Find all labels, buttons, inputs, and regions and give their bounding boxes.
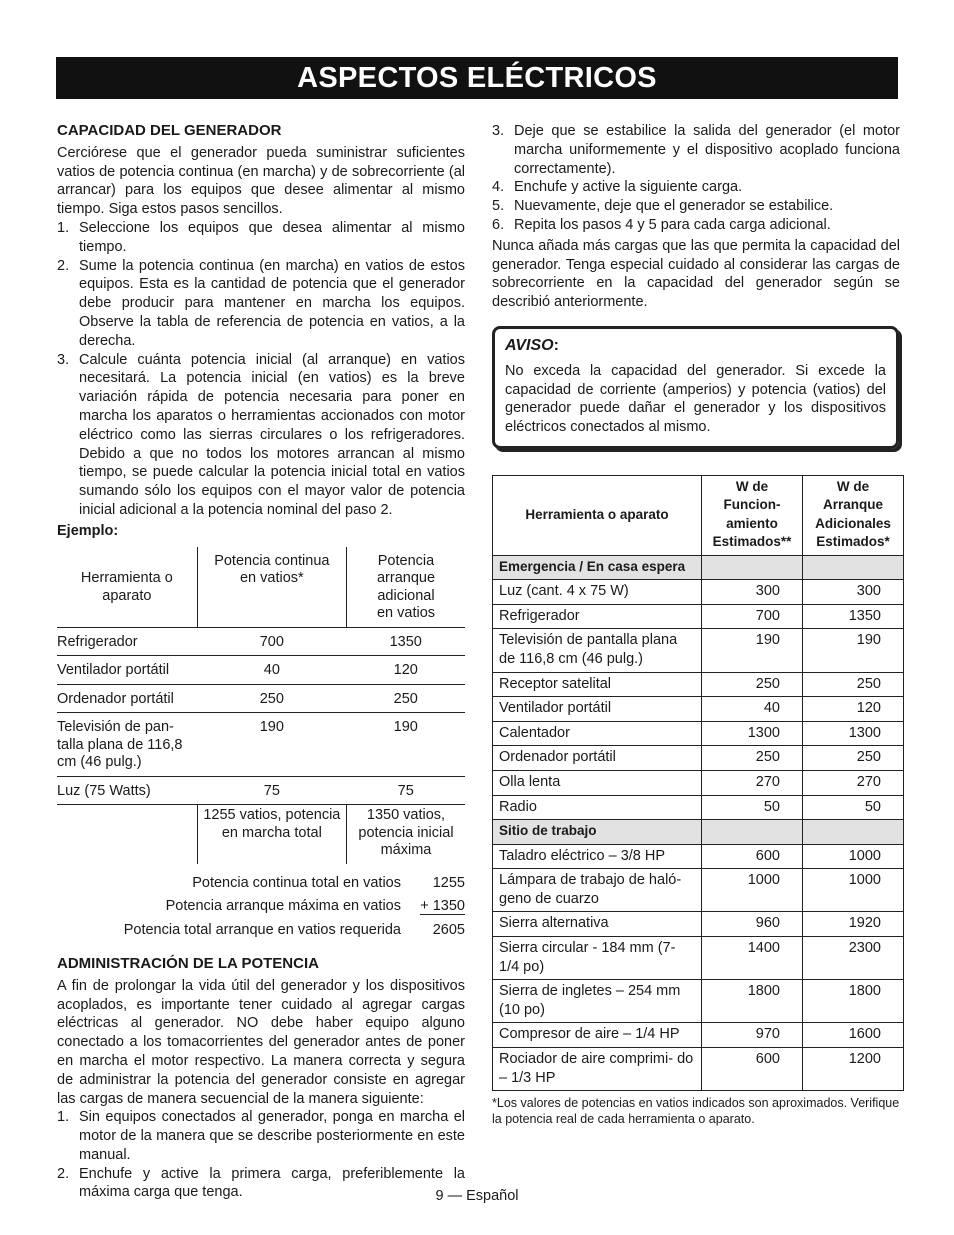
warning-text: No exceda la capacidad del generador. Si excede la capacidad de corriente (amperios) y potencia (vatios) del generador puede dañar el generador y los dispositivos eléctricos conectados al mismo. <box>505 362 886 436</box>
footnote: *Los valores de potencias en vatios indicados son aproximados. Verifique la potencia real de cada herramienta o aparato. <box>492 1096 900 1126</box>
list-item: 3. Calcule cuánta potencia inicial (al arranque) en vatios necesitará. La potencia inicial (en vatios) es la breve variación rápida de potencia necesaria para poner en marcha los aparatos o herramientas accionados con motor eléctrico como las sierras circulares o los refrigeradores. Debido a que no todos los motores arrancan al mismo tiempo, se puede calcular la potencia inicial total en vatios sumando sólo los equipos con el mayor valor de potencia inicial adicional a la potencia nominal del paso 2. <box>57 351 465 518</box>
table-row: Compresor de aire – 1/4 HP 970 1600 <box>493 1023 904 1048</box>
left-column <box>57 122 465 1202</box>
list-item: 5. Nuevamente, deje que el generador se estabilice. <box>492 198 834 215</box>
list-item: 6. Repita los pasos 4 y 5 para cada carga adicional. <box>492 216 831 233</box>
table-row: Ventilador portátil 40 120 <box>57 656 465 685</box>
table-row: Refrigerador 700 1350 <box>57 627 465 656</box>
closing-paragraph: Nunca añada más cargas que las que permita la capacidad del generador. Tenga especial cuidado al considerar las cargas de sobrecorriente en la capacidad del generador según se describió anteriormente. <box>492 237 900 311</box>
list-item: 3. Deje que se estabilice la salida del generador (el motor marcha uniformemente y el dispositivo acoplado funciona correctamente). <box>492 123 900 177</box>
table-row: Televisión de pan- talla plana de 116,8 cm (46 pulg.) 190 190 <box>57 713 465 777</box>
table-row: Ordenador portátil 250 250 <box>493 746 904 771</box>
table-row: Luz (cant. 4 x 75 W) 300 300 <box>493 580 904 605</box>
table-header: W de Arranque Adicionales Estimados* <box>803 475 904 555</box>
capacity-steps <box>57 219 465 520</box>
table-section-row: Sitio de trabajo <box>493 820 904 845</box>
list-item: 1. Sin equipos conectados al generador, ponga en marcha el motor de la manera que se describe posteriormente en este manual. <box>57 1109 465 1163</box>
table-header: Herramienta o aparato <box>493 475 702 555</box>
list-item: 4. Enchufe y active la siguiente carga. <box>492 179 743 196</box>
totals-table <box>57 872 465 943</box>
table-row: Potencia continua total en vatios 1255 <box>192 874 465 891</box>
table-header-row <box>493 475 904 555</box>
admin-intro: A fin de prolongar la vida útil del generador y los dispositivos acoplados, es importante tener cuidado al agregar cargas eléctricas al generador. NO debe haber equipo alguno conectado a los tomacorrientes del generador antes de poner en marcha el motor respectivo. La manera correcta y segura de administrar la potencia del generador consiste en agregar las cargas de manera secuencial de la manera siguiente: <box>57 977 465 1107</box>
admin-heading: ADMINISTRACIÓN DE LA POTENCIA <box>57 954 319 972</box>
wattage-table <box>492 475 904 1091</box>
table-row: Taladro eléctrico – 3/8 HP 600 1000 <box>493 844 904 869</box>
table-row <box>57 547 465 628</box>
table-row: Potencia total arranque en vatios requerida 2605 <box>123 922 465 939</box>
example-label: Ejemplo: <box>57 522 119 539</box>
table-row: Refrigerador 700 1350 <box>493 604 904 629</box>
table-header: Potencia arranque adicional en vatios <box>346 547 465 628</box>
table-row: Ventilador portátil 40 120 <box>493 697 904 722</box>
table-row: Sierra circular - 184 mm (7-1/4 po) 1400 2300 <box>493 937 904 980</box>
table-header: Potencia continua en vatios* <box>197 547 346 628</box>
table-row: Lámpara de trabajo de haló- geno de cuarzo 1000 1000 <box>493 869 904 912</box>
table-row: Luz (75 Watts) 75 75 <box>57 776 465 805</box>
admin-steps-continued <box>492 122 900 235</box>
warning-box <box>492 326 899 449</box>
table-row: Televisión de pantalla plana de 116,8 cm (46 pulg.) 190 190 <box>493 629 904 672</box>
table-row: Receptor satelital 250 250 <box>493 672 904 697</box>
table-row: Potencia arranque máxima en vatios + 1350 <box>165 898 465 915</box>
right-column <box>492 122 900 1127</box>
capacity-intro: Cerciórese que el generador pueda suministrar suficientes vatios de potencia continua (en marcha) y de sobrecorriente (al arrancar) para los equipos que desee alimentar al mismo tiempo. Siga estos pasos sencillos. <box>57 144 465 218</box>
table-row: Ordenador portátil 250 250 <box>57 684 465 713</box>
table-row: Sierra alternativa 960 1920 <box>493 912 904 937</box>
example-table <box>57 547 465 864</box>
warning-title: AVISO: <box>505 336 559 354</box>
table-row: Radio 50 50 <box>493 795 904 820</box>
table-row: 1255 vatios, potencia en marcha total 1350 vatios, potencia inicial máxima <box>57 805 465 864</box>
capacity-heading: CAPACIDAD DEL GENERADOR <box>57 122 282 139</box>
list-item: 2. Enchufe y active la primera carga, preferiblemente la máxima carga que tenga. <box>57 1165 465 1201</box>
list-item: 1. Seleccione los equipos que desea alimentar al mismo tiempo. <box>57 219 465 255</box>
page-title: ASPECTOS ELÉCTRICOS <box>56 57 898 99</box>
table-header: Herramienta o aparato <box>57 547 197 628</box>
table-row: Rociador de aire comprimi- do – 1/3 HP 600 1200 <box>493 1048 904 1091</box>
table-row: Sierra de ingletes – 254 mm (10 po) 1800 1800 <box>493 980 904 1023</box>
list-item: 2. Sume la potencia continua (en marcha) en vatios de estos equipos. Esta es la cantidad de potencia que el generador debe producir para mantener en marcha los equipos. Observe la tabla de referencia de potencia en vatios, a la derecha. <box>57 257 465 349</box>
table-section-row: Emergencia / En casa espera <box>493 555 904 580</box>
table-row: Calentador 1300 1300 <box>493 721 904 746</box>
table-header: W de Funcion- amiento Estimados** <box>702 475 803 555</box>
table-row: Olla lenta 270 270 <box>493 770 904 795</box>
page-number: 9 — Español <box>435 1188 519 1204</box>
